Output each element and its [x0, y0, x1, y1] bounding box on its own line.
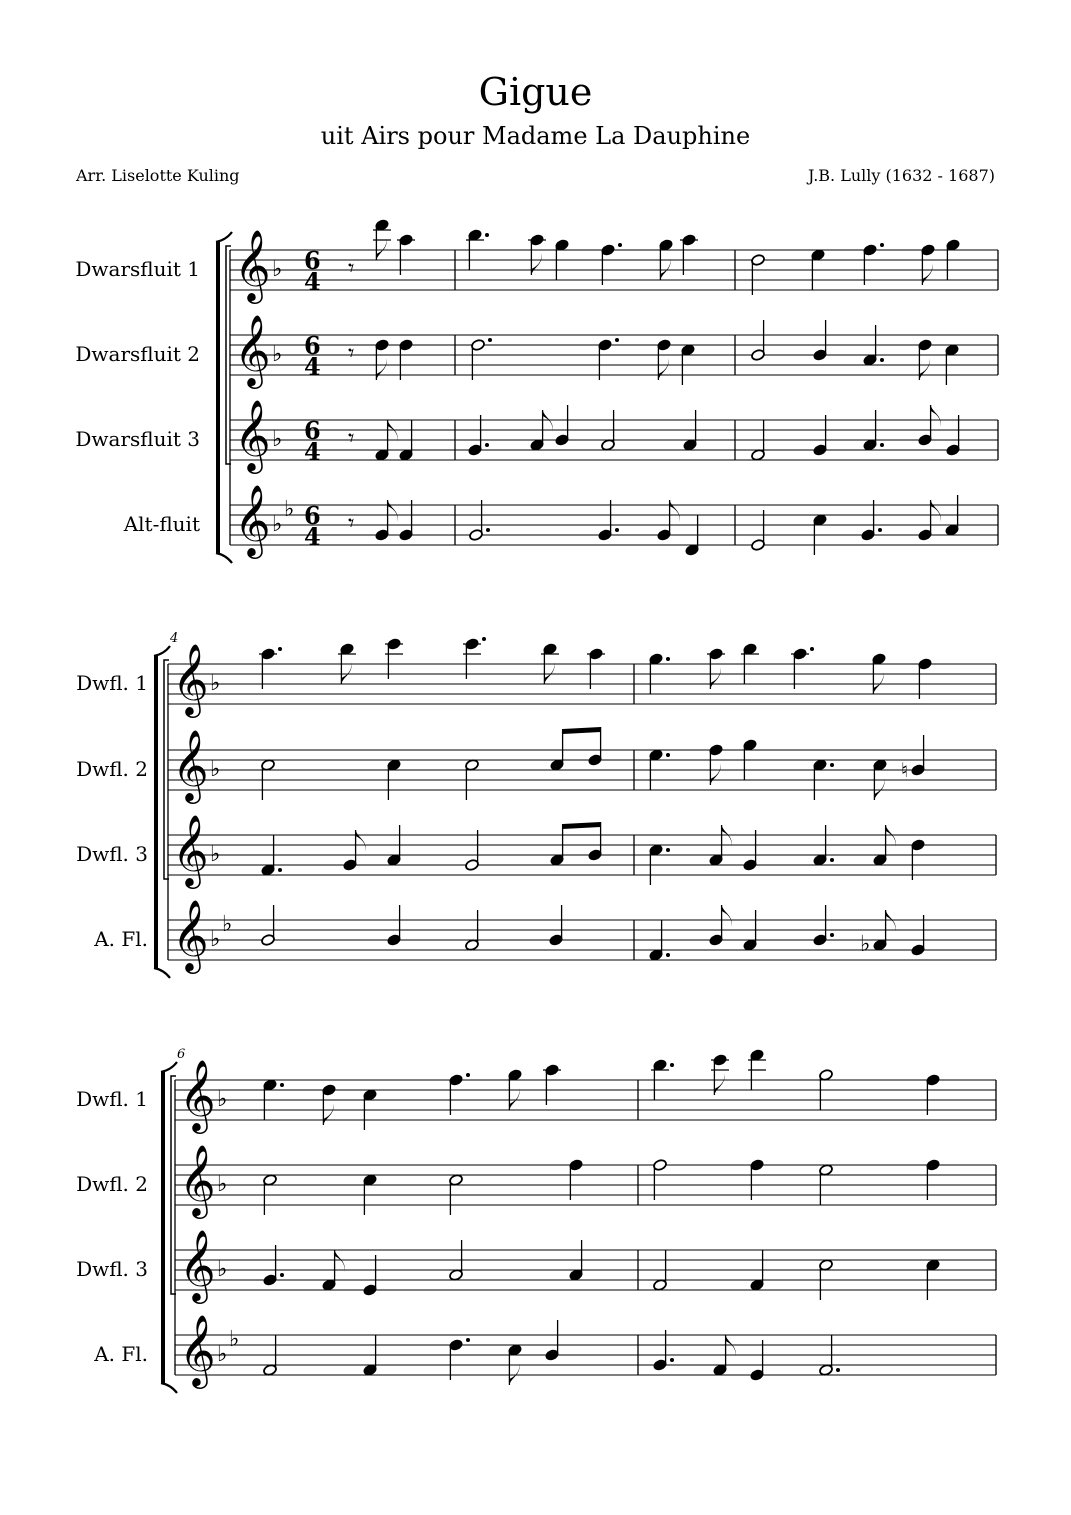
note-flag — [544, 662, 554, 684]
eighth-rest-icon: 𝄾 — [348, 424, 355, 452]
note-flag — [873, 672, 883, 694]
note-flag — [376, 358, 386, 380]
augmentation-dot — [670, 1358, 674, 1362]
instrument-name: Dwfl. 1 — [76, 1087, 148, 1111]
note-flag — [710, 763, 720, 785]
note-flag — [658, 358, 668, 380]
treble-clef-icon: 𝄞 — [172, 642, 209, 715]
note-flag — [356, 830, 366, 852]
measure-number: 6 — [177, 1047, 186, 1062]
flat-sign-icon: ♭ — [217, 1172, 228, 1197]
bracket-hook — [154, 646, 170, 656]
augmentation-dot — [615, 338, 619, 342]
note-flag — [710, 667, 720, 689]
note-flag — [670, 500, 680, 522]
augmentation-dot — [830, 858, 834, 862]
note-flag — [341, 662, 351, 684]
instrument-name: Dwarsfluit 1 — [75, 257, 200, 281]
note-flag — [874, 778, 884, 800]
flat-sign-icon: ♭ — [217, 1257, 228, 1282]
augmentation-dot — [488, 338, 492, 342]
time-signature-denominator: 4 — [304, 437, 321, 466]
note-flag — [509, 1088, 519, 1110]
augmentation-dot — [666, 657, 670, 661]
augmentation-dot — [666, 953, 670, 957]
flat-sign-icon: ♭ — [217, 1342, 228, 1367]
augmentation-dot — [830, 933, 834, 937]
time-signature-numerator: 6 — [304, 501, 321, 530]
time-signature-numerator: 6 — [304, 416, 321, 445]
augmentation-dot — [880, 443, 884, 447]
note-flag — [335, 1250, 345, 1272]
instrument-name: Alt-fluit — [123, 512, 200, 536]
augmentation-dot — [466, 1073, 470, 1077]
measure-number: 4 — [170, 631, 179, 646]
instrument-name: Dwfl. 2 — [76, 1172, 148, 1196]
time-signature-numerator: 6 — [304, 331, 321, 360]
note-flag — [922, 263, 932, 285]
note-flag — [886, 910, 896, 932]
note-flag — [714, 1073, 724, 1095]
instrument-name: Dwfl. 1 — [76, 671, 148, 695]
instrument-name: A. Fl. — [94, 927, 148, 951]
note-flag — [931, 500, 941, 522]
flat-sign-icon: ♭ — [210, 671, 221, 696]
augmentation-dot — [670, 1063, 674, 1067]
note-beam — [563, 727, 601, 734]
instrument-name: A. Fl. — [94, 1342, 148, 1366]
flat-sign-icon: ♭ — [229, 1327, 240, 1352]
note-flag — [376, 238, 386, 260]
treble-clef-icon: 𝄞 — [172, 728, 209, 801]
augmentation-dot — [278, 868, 282, 872]
augmentation-dot — [615, 528, 619, 532]
treble-clef-icon: 𝄞 — [234, 483, 271, 556]
augmentation-dot — [482, 637, 486, 641]
augmentation-dot — [836, 1368, 840, 1372]
time-signature-numerator: 6 — [304, 246, 321, 275]
flat-sign-icon: ♭ — [284, 497, 295, 522]
augmentation-dot — [280, 1083, 284, 1087]
note-flag — [931, 405, 941, 427]
treble-clef-icon: 𝄞 — [172, 813, 209, 886]
augmentation-dot — [486, 528, 490, 532]
note-flag — [531, 253, 541, 275]
treble-clef-icon: 𝄞 — [179, 1143, 216, 1216]
bracket-hook — [161, 1062, 177, 1072]
augmentation-dot — [278, 647, 282, 651]
composer-credit: J.B. Lully (1632 - 1687) — [808, 166, 995, 185]
note-flag — [722, 905, 732, 927]
augmentation-dot — [880, 358, 884, 362]
page-title: Gigue — [478, 70, 593, 114]
augmentation-dot — [666, 753, 670, 757]
treble-clef-icon: 𝄞 — [234, 313, 271, 386]
note-beam — [563, 822, 601, 829]
flat-sign-icon: ♭ — [210, 757, 221, 782]
augmentation-dot — [466, 1338, 470, 1342]
eighth-rest-icon: 𝄾 — [348, 509, 355, 537]
note-flag — [660, 258, 670, 280]
augmentation-dot — [830, 763, 834, 767]
note-flag — [388, 420, 398, 442]
time-signature-denominator: 4 — [304, 352, 321, 381]
flat-sign-icon: ♭ — [272, 427, 283, 452]
treble-clef-icon: 𝄞 — [179, 1228, 216, 1301]
instrument-name: Dwfl. 2 — [76, 757, 148, 781]
note-flag — [919, 358, 929, 380]
instrument-name: Dwarsfluit 3 — [75, 427, 200, 451]
augmentation-dot — [810, 647, 814, 651]
natural-sign-icon: ♮ — [901, 758, 909, 782]
augmentation-dot — [485, 233, 489, 237]
page-subtitle: uit Airs pour Madame La Dauphine — [320, 122, 751, 150]
arranger-credit: Arr. Liselotte Kuling — [76, 166, 240, 185]
augmentation-dot — [280, 1273, 284, 1277]
augmentation-dot — [485, 443, 489, 447]
note-flag — [886, 825, 896, 847]
time-signature-denominator: 4 — [304, 267, 321, 296]
treble-clef-icon: 𝄞 — [234, 398, 271, 471]
time-signature-denominator: 4 — [304, 522, 321, 551]
treble-clef-icon: 𝄞 — [234, 228, 271, 301]
bracket-hook — [216, 553, 232, 563]
augmentation-dot — [880, 243, 884, 247]
flat-sign-icon: ♭ — [272, 257, 283, 282]
bracket-hook — [154, 968, 170, 978]
eighth-rest-icon: 𝄾 — [348, 339, 355, 367]
treble-clef-icon: 𝄞 — [179, 1058, 216, 1131]
flat-sign-icon: ♭ — [217, 1087, 228, 1112]
flat-sign-icon: ♭ — [222, 912, 233, 937]
instrument-name: Dwfl. 3 — [76, 842, 148, 866]
treble-clef-icon: 𝄞 — [179, 1313, 216, 1386]
treble-clef-icon: 𝄞 — [172, 898, 209, 971]
flat-sign-icon: ♭ — [210, 842, 221, 867]
augmentation-dot — [878, 528, 882, 532]
augmentation-dot — [618, 243, 622, 247]
note-flag — [388, 500, 398, 522]
flat-sign-icon: ♭ — [860, 932, 871, 957]
bracket-hook — [161, 1383, 177, 1393]
bracket-hook — [216, 232, 232, 242]
note-flag — [509, 1363, 519, 1385]
eighth-rest-icon: 𝄾 — [348, 254, 355, 282]
flat-sign-icon: ♭ — [210, 927, 221, 952]
instrument-name: Dwarsfluit 2 — [75, 342, 200, 366]
note-flag — [323, 1103, 333, 1125]
flat-sign-icon: ♭ — [272, 342, 283, 367]
instrument-name: Dwfl. 3 — [76, 1257, 148, 1281]
note-flag — [726, 1335, 736, 1357]
augmentation-dot — [666, 848, 670, 852]
flat-sign-icon: ♭ — [272, 512, 283, 537]
note-flag — [543, 410, 553, 432]
note-flag — [722, 825, 732, 847]
